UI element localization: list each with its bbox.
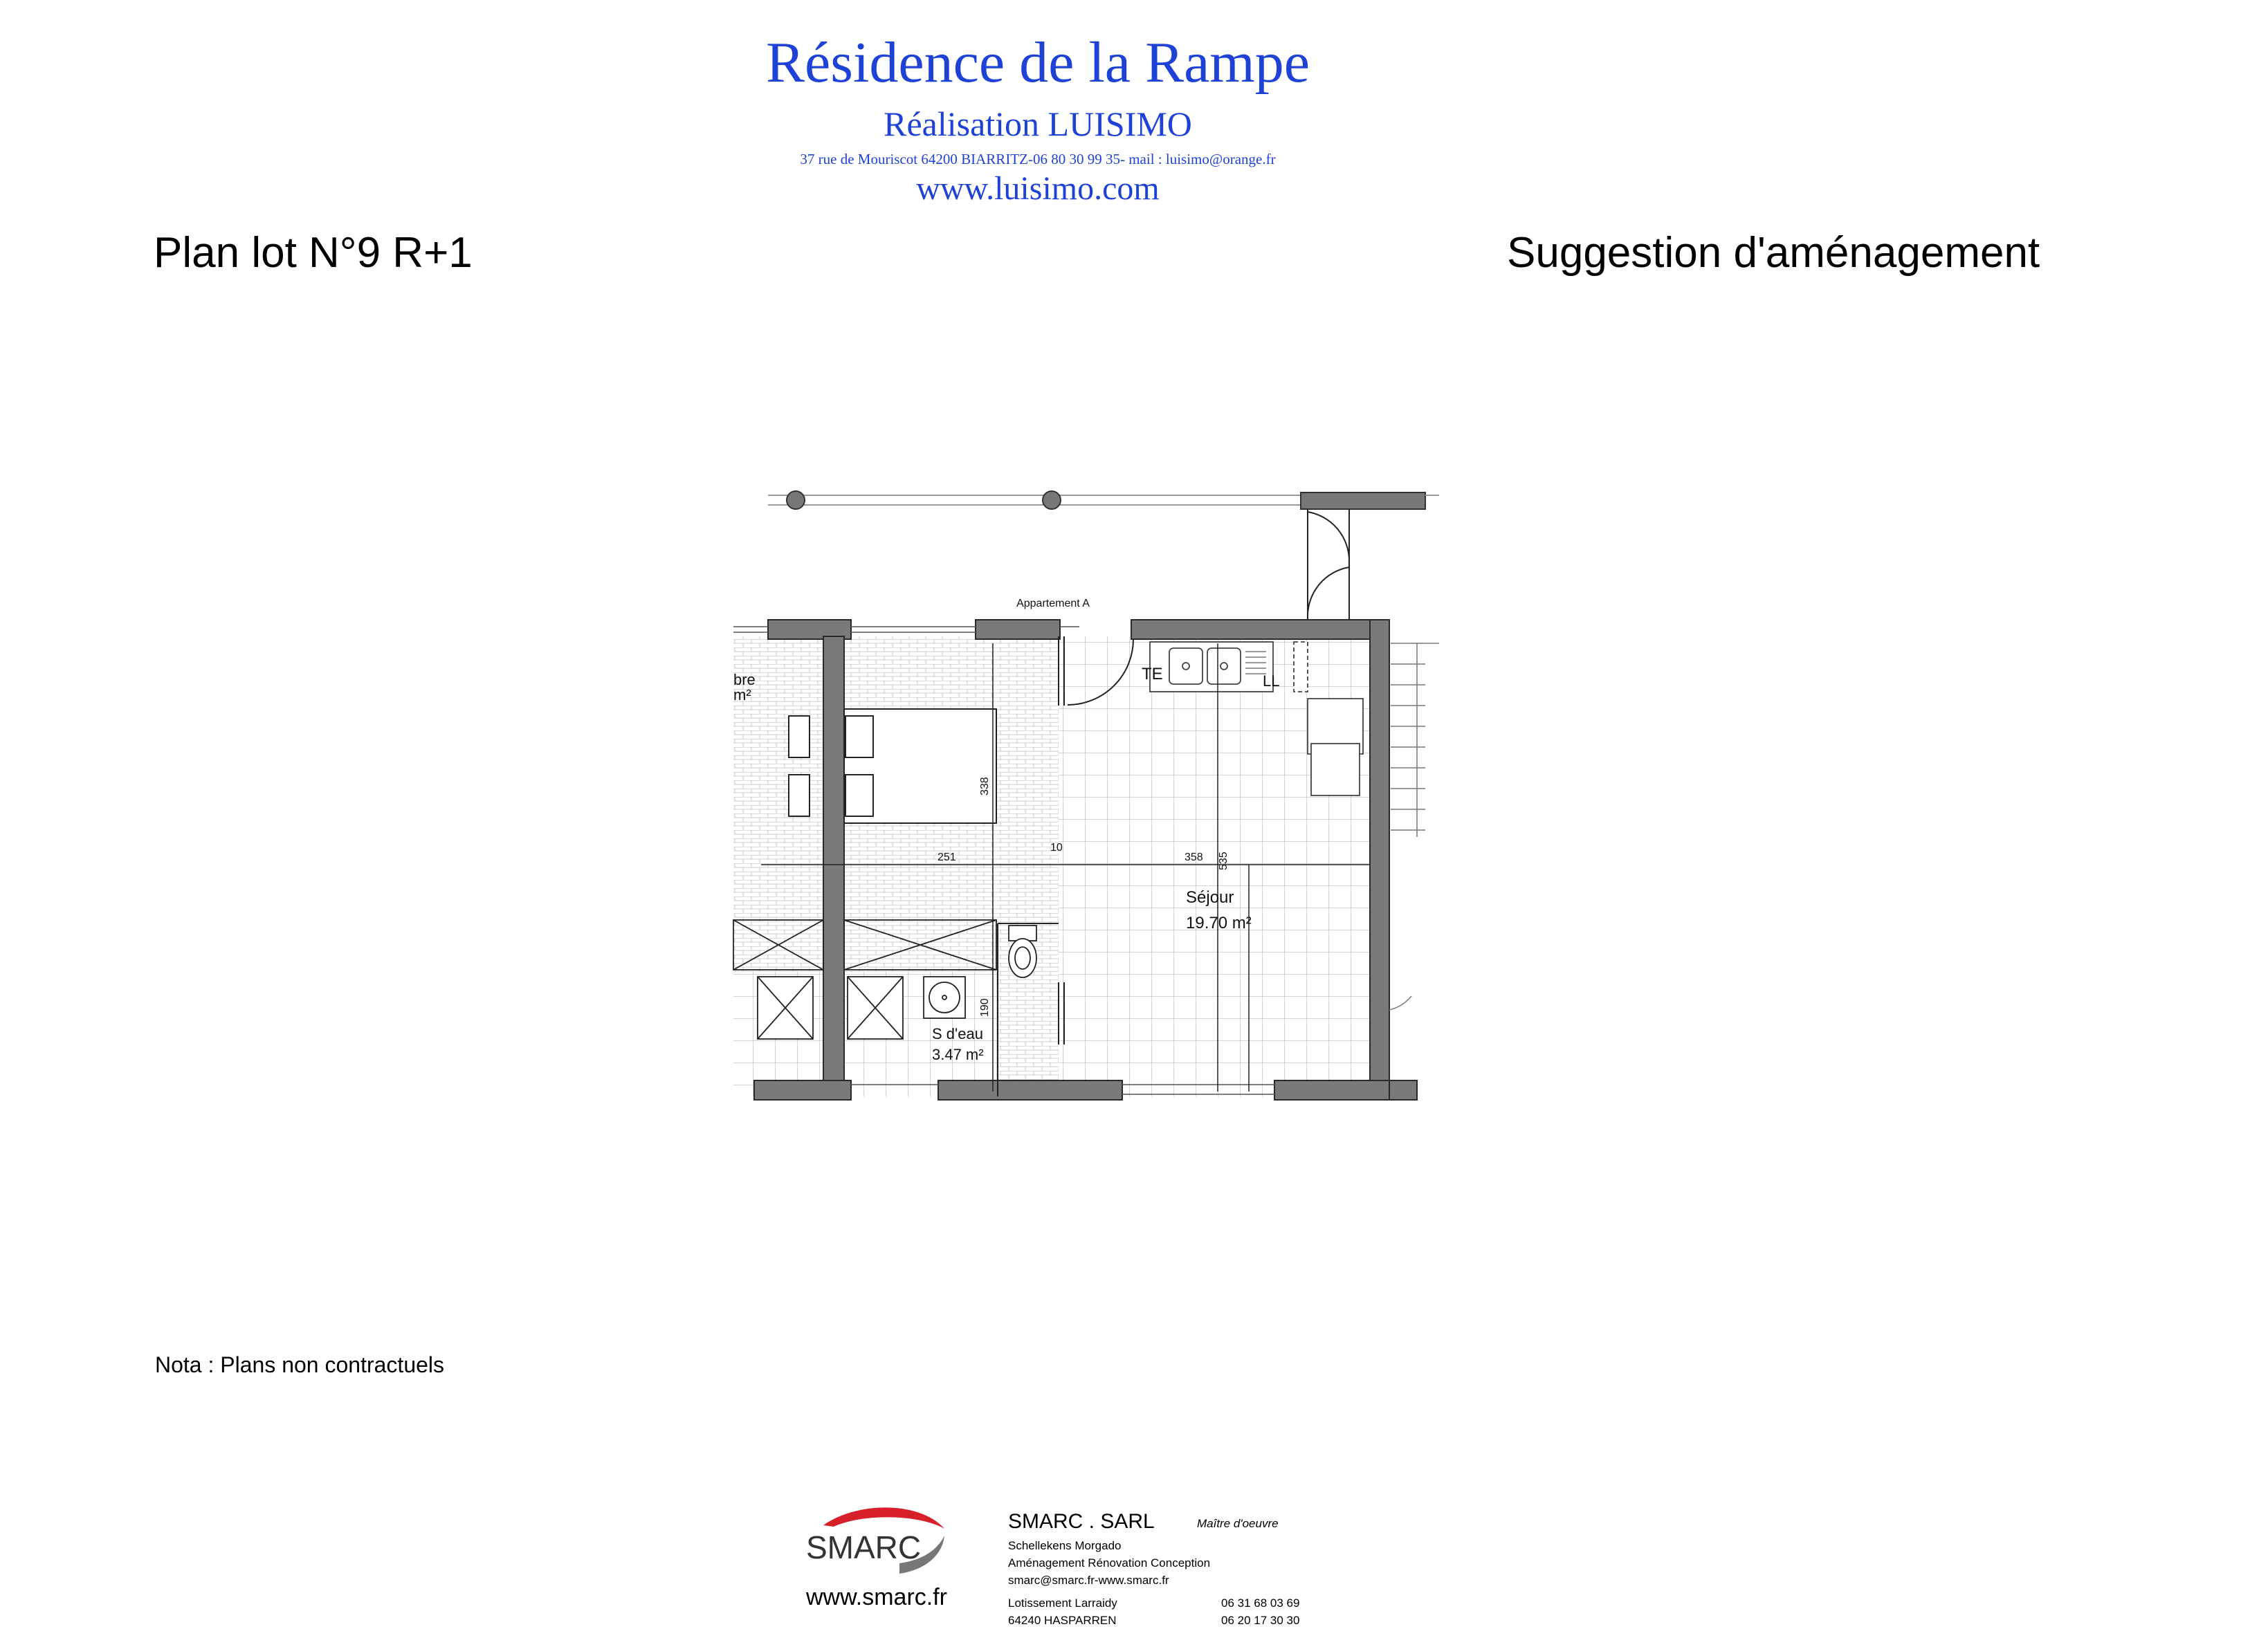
firm-address-line1: Lotissement Larraidy	[1008, 1596, 1117, 1610]
washbasin	[924, 977, 965, 1018]
dimension-10: 10	[1050, 842, 1063, 854]
smarc-website[interactable]: www.smarc.fr	[806, 1584, 947, 1610]
suggestion-heading: Suggestion d'aménagement	[1507, 229, 2040, 277]
sdeau-area: 3.47 m²	[932, 1046, 984, 1063]
firm-partners: Schellekens Morgado	[1008, 1539, 1122, 1552]
neighbor-label: Appartement A	[1016, 598, 1090, 609]
website-link[interactable]: www.luisimo.com	[916, 170, 1160, 207]
toilet	[1009, 926, 1036, 977]
floor-plan	[720, 477, 1453, 1128]
te-label: TE	[1142, 665, 1163, 683]
firm-activity: Aménagement Rénovation Conception	[1008, 1556, 1211, 1570]
firm-address-line2: 64240 HASPARREN	[1008, 1614, 1117, 1627]
dimension-251: 251	[938, 852, 956, 863]
room-label-partial: bre	[733, 671, 756, 688]
smarc-logo-text: SMARC	[806, 1529, 922, 1565]
sdeau-label: S d'eau	[932, 1025, 983, 1042]
room-area-partial: m²	[733, 686, 751, 703]
dimension-535: 535	[1218, 852, 1229, 870]
disclaimer-note: Nota : Plans non contractuels	[155, 1352, 445, 1377]
document-title: Résidence de la Rampe	[765, 30, 1310, 95]
balcony-rail	[768, 491, 1439, 509]
firm-phone-2: 06 20 17 30 30	[1221, 1614, 1300, 1627]
sejour-label: Séjour	[1186, 888, 1234, 907]
firm-contact[interactable]: smarc@smarc.fr-www.smarc.fr	[1008, 1574, 1169, 1587]
document-subtitle: Réalisation LUISIMO	[884, 104, 1192, 143]
plan-heading: Plan lot N°9 R+1	[154, 229, 473, 277]
smarc-logo	[796, 1504, 955, 1581]
firm-phone-1: 06 31 68 03 69	[1221, 1596, 1300, 1610]
firm-role: Maître d'oeuvre	[1197, 1517, 1279, 1530]
firm-name: SMARC . SARL	[1008, 1510, 1155, 1533]
ll-label: LL	[1263, 672, 1280, 690]
dimension-358: 358	[1185, 852, 1203, 863]
contact-address: 37 rue de Mouriscot 64200 BIARRITZ-06 80 30 99 35- mail : luisimo@orange.fr	[800, 151, 1276, 167]
entrance-door	[1308, 509, 1349, 623]
dimension-190: 190	[979, 998, 991, 1017]
sejour-area: 19.70 m²	[1186, 914, 1252, 932]
dimension-338: 338	[979, 777, 991, 795]
